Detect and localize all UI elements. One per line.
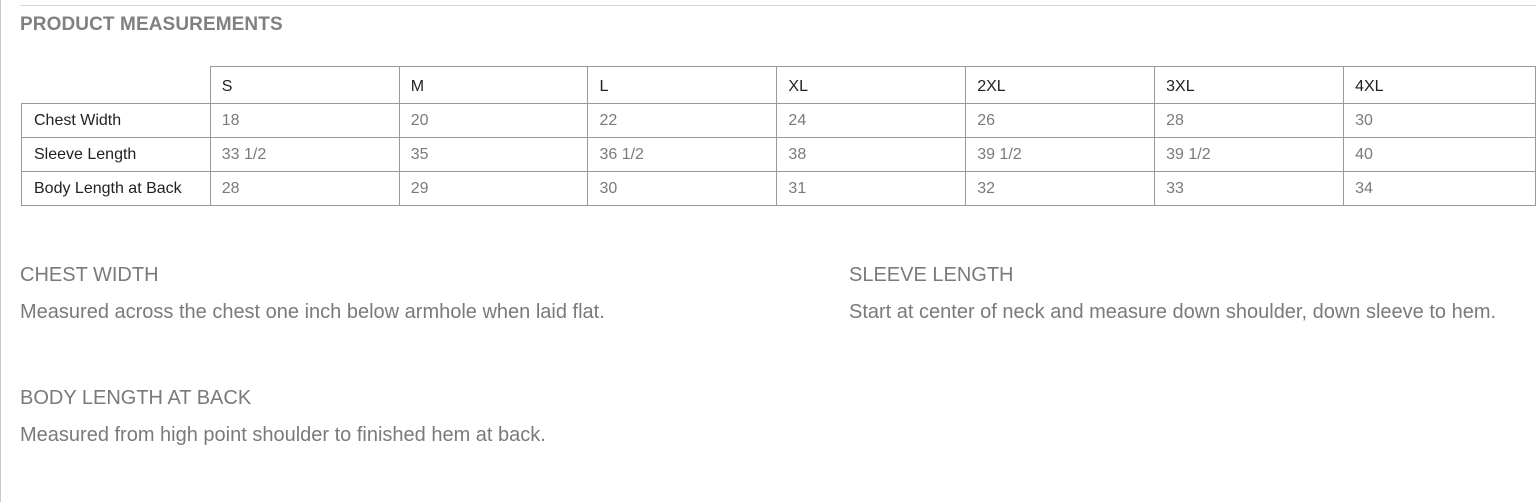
table-cell: 30 bbox=[1344, 104, 1536, 138]
table-cell: 20 bbox=[399, 104, 588, 138]
table-cell: 31 bbox=[777, 172, 966, 206]
table-cell: 36 1/2 bbox=[588, 138, 777, 172]
table-row bbox=[22, 172, 1536, 206]
size-header: 2XL bbox=[966, 67, 1155, 104]
definition-text: Start at center of neck and measure down shoulder, down sleeve to hem. bbox=[849, 301, 1497, 323]
table-row bbox=[22, 104, 1536, 138]
table-cell: 34 bbox=[1344, 172, 1536, 206]
table-header-row bbox=[22, 67, 1536, 104]
definition-text: Measured across the chest one inch below armhole when laid flat. bbox=[20, 301, 605, 323]
chest-width-definition bbox=[20, 264, 605, 324]
body-length-definition bbox=[20, 387, 546, 447]
table-cell: 28 bbox=[1155, 104, 1344, 138]
row-label: Sleeve Length bbox=[22, 138, 211, 172]
definition-title: CHEST WIDTH bbox=[20, 264, 159, 286]
table-cell: 39 1/2 bbox=[1155, 138, 1344, 172]
row-label: Body Length at Back bbox=[22, 172, 211, 206]
table-cell: 18 bbox=[210, 104, 399, 138]
size-header: S bbox=[210, 67, 399, 104]
row-label: Chest Width bbox=[22, 104, 211, 138]
size-header: L bbox=[588, 67, 777, 104]
section-title: PRODUCT MEASUREMENTS bbox=[20, 14, 283, 35]
sleeve-length-definition bbox=[849, 264, 1496, 324]
definition-text: Measured from high point shoulder to finished hem at back. bbox=[20, 424, 546, 446]
table-row bbox=[22, 138, 1536, 172]
measurements-table bbox=[21, 66, 1536, 206]
size-header: M bbox=[399, 67, 588, 104]
table-cell: 35 bbox=[399, 138, 588, 172]
table-cell: 33 bbox=[1155, 172, 1344, 206]
definition-title: SLEEVE LENGTH bbox=[849, 264, 1014, 286]
table-cell: 24 bbox=[777, 104, 966, 138]
table-cell: 22 bbox=[588, 104, 777, 138]
size-header: 4XL bbox=[1344, 67, 1536, 104]
section-divider bbox=[20, 5, 1536, 6]
panel-left-border bbox=[0, 0, 1, 502]
table-cell: 32 bbox=[966, 172, 1155, 206]
table-cell: 28 bbox=[210, 172, 399, 206]
size-header: XL bbox=[777, 67, 966, 104]
definition-title: BODY LENGTH AT BACK bbox=[20, 387, 252, 409]
table-cell: 39 1/2 bbox=[966, 138, 1155, 172]
table-cell: 29 bbox=[399, 172, 588, 206]
table-corner-cell bbox=[22, 67, 211, 104]
table-cell: 33 1/2 bbox=[210, 138, 399, 172]
table-cell: 30 bbox=[588, 172, 777, 206]
table-cell: 26 bbox=[966, 104, 1155, 138]
table-cell: 38 bbox=[777, 138, 966, 172]
table-cell: 40 bbox=[1344, 138, 1536, 172]
size-header: 3XL bbox=[1155, 67, 1344, 104]
